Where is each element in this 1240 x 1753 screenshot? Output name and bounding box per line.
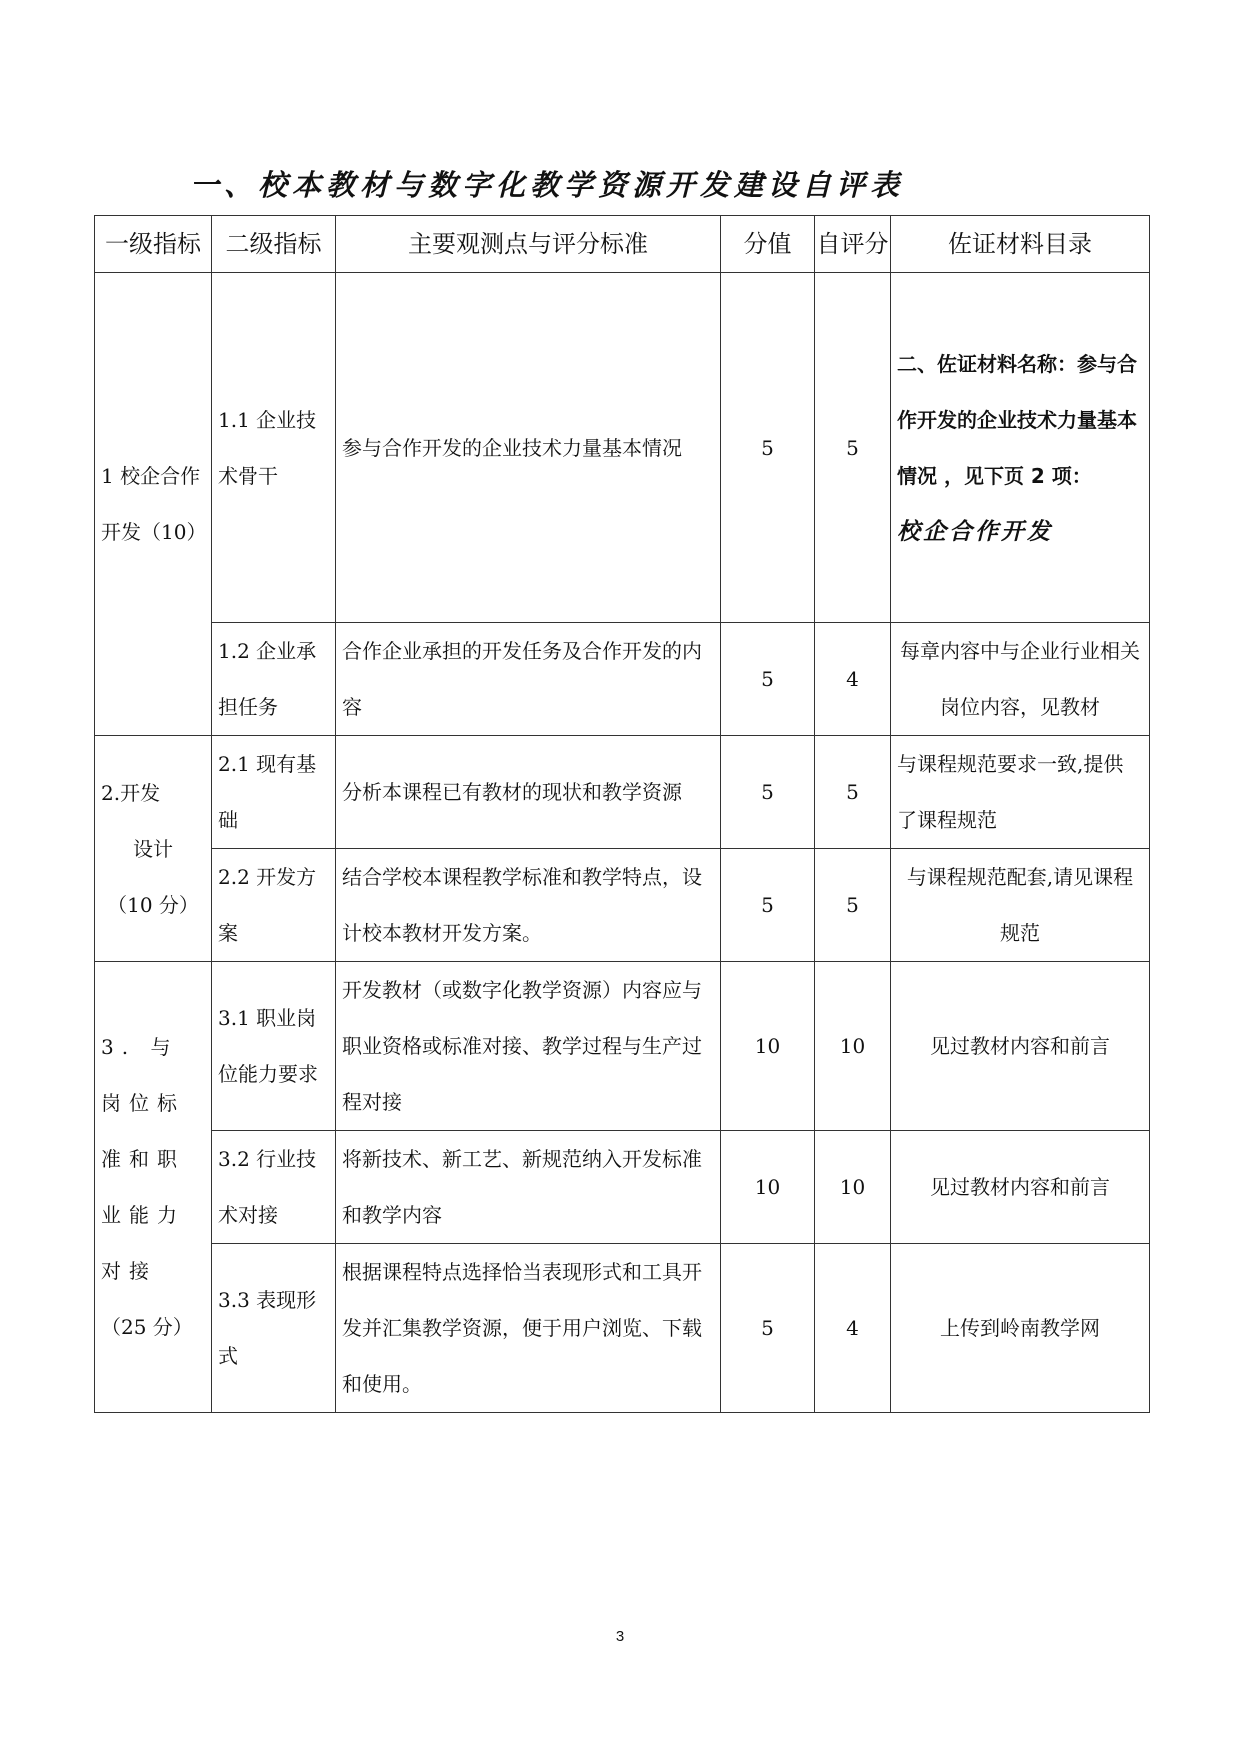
criteria-cell: 根据课程特点选择恰当表现形式和工具开发并汇集教学资源，便于用户浏览、下载和使用。 (336, 1244, 721, 1413)
table-row (95, 273, 1150, 623)
level1-line: 2.开发 (101, 780, 161, 805)
table-row (95, 736, 1150, 849)
header-evidence: 佐证材料目录 (891, 216, 1150, 273)
score-cell: 5 (721, 623, 815, 736)
table-header-row (95, 216, 1150, 273)
score-cell: 5 (721, 273, 815, 623)
header-level2: 二级指标 (212, 216, 336, 273)
evidence-cell: 见过教材内容和前言 (891, 1131, 1150, 1244)
table-row (95, 962, 1150, 1131)
level1-line: 3. 与岗位标准和职业能力对接 (101, 1035, 185, 1283)
self-score-cell: 5 (815, 849, 891, 962)
score-cell: 10 (721, 1131, 815, 1244)
self-score-cell: 4 (815, 623, 891, 736)
header-score: 分值 (721, 216, 815, 273)
score-cell: 5 (721, 849, 815, 962)
level2-cell: 3.2 行业技术对接 (212, 1131, 336, 1244)
level2-cell: 3.3 表现形式 (212, 1244, 336, 1413)
self-score-cell: 10 (815, 1131, 891, 1244)
evidence-cell: 每章内容中与企业行业相关岗位内容，见教材 (891, 623, 1150, 736)
header-self-score: 自评分 (815, 216, 891, 273)
level2-cell: 1.2 企业承担任务 (212, 623, 336, 736)
evidence-cell: 上传到岭南教学网 (891, 1244, 1150, 1413)
level1-cell-1: 1 校企合作开发（10） (95, 273, 212, 736)
criteria-cell: 分析本课程已有教材的现状和教学资源 (336, 736, 721, 849)
evidence-cell: 与课程规范配套,请见课程规范 (891, 849, 1150, 962)
criteria-cell: 参与合作开发的企业技术力量基本情况 (336, 273, 721, 623)
level2-cell: 2.2 开发方案 (212, 849, 336, 962)
evidence-note: 二、佐证材料名称：参与合作开发的企业技术力量基本情况 ，见下页 2 项： (897, 351, 1137, 488)
table-row (95, 849, 1150, 962)
level2-cell: 2.1 现有基础 (212, 736, 336, 849)
score-cell: 10 (721, 962, 815, 1131)
level1-line: （25 分） (101, 1315, 193, 1339)
self-score-cell: 4 (815, 1244, 891, 1413)
criteria-cell: 将新技术、新工艺、新规范纳入开发标准和教学内容 (336, 1131, 721, 1244)
score-cell: 5 (721, 1244, 815, 1413)
table-row (95, 1131, 1150, 1244)
evidence-cell: 见过教材内容和前言 (891, 962, 1150, 1131)
evidence-cell: 与课程规范要求一致,提供了课程规范 (891, 736, 1150, 849)
level2-cell: 1.1 企业技术骨干 (212, 273, 336, 623)
self-score-cell: 5 (815, 273, 891, 623)
header-level1: 一级指标 (95, 216, 212, 273)
score-cell: 5 (721, 736, 815, 849)
self-score-cell: 5 (815, 736, 891, 849)
level1-line: 设计 (133, 836, 173, 861)
criteria-cell: 开发教材（或数字化教学资源）内容应与职业资格或标准对接、教学过程与生产过程对接 (336, 962, 721, 1131)
criteria-cell: 结合学校本课程教学标准和教学特点，设计校本教材开发方案。 (336, 849, 721, 962)
criteria-cell: 合作企业承担的开发任务及合作开发的内容 (336, 623, 721, 736)
page-number: 3 (615, 1628, 625, 1645)
header-criteria: 主要观测点与评分标准 (336, 216, 721, 273)
self-evaluation-table (94, 215, 1150, 1413)
document-title: 一、校本教材与数字化教学资源开发建设自评表 (190, 168, 905, 202)
level1-cell-3 (95, 962, 212, 1413)
table-row (95, 623, 1150, 736)
table-row (95, 1244, 1150, 1413)
level1-line: （10 分） (107, 892, 199, 917)
evidence-handwritten: 校企合作开发 (897, 518, 1053, 545)
evidence-cell (891, 273, 1150, 623)
self-score-cell: 10 (815, 962, 891, 1131)
level1-cell-2 (95, 736, 212, 962)
level2-cell: 3.1 职业岗位能力要求 (212, 962, 336, 1131)
